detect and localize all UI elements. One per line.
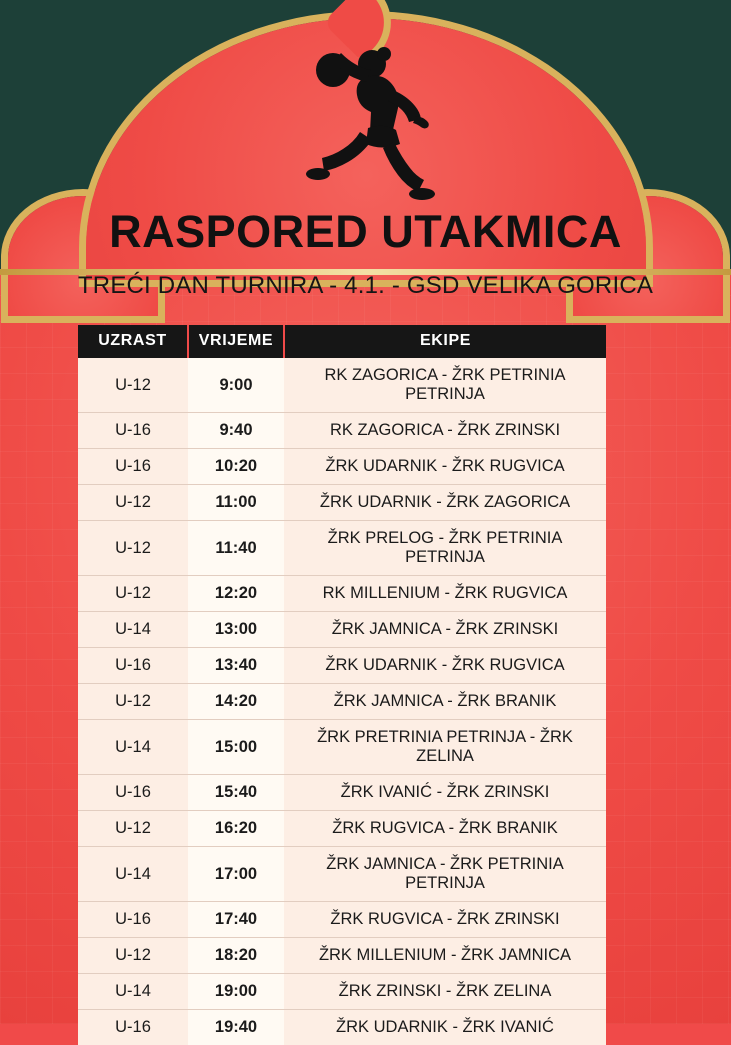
table-row: [78, 938, 606, 974]
cell-time: 15:40: [188, 775, 284, 811]
column-header-teams: EKIPE: [284, 325, 606, 358]
handball-player-icon: [276, 42, 456, 207]
schedule-table-wrapper: [78, 325, 606, 1045]
page-title: RASPORED UTAKMICA: [0, 206, 731, 258]
table-row: [78, 1010, 606, 1045]
cell-age: U-12: [78, 521, 188, 576]
cell-age: U-12: [78, 684, 188, 720]
table-row: [78, 485, 606, 521]
cell-teams: ŽRK ZRINSKI - ŽRK ZELINA: [284, 974, 606, 1010]
table-row: [78, 775, 606, 811]
cell-age: U-16: [78, 413, 188, 449]
cell-age: U-14: [78, 847, 188, 902]
table-row: [78, 521, 606, 576]
column-header-time: VRIJEME: [188, 325, 284, 358]
cell-teams: ŽRK JAMNICA - ŽRK ZRINSKI: [284, 612, 606, 648]
table-row: [78, 902, 606, 938]
table-row: [78, 449, 606, 485]
cell-age: U-16: [78, 775, 188, 811]
table-row: [78, 358, 606, 413]
cell-time: 13:40: [188, 648, 284, 684]
cell-age: U-12: [78, 576, 188, 612]
cell-time: 12:20: [188, 576, 284, 612]
cell-teams: ŽRK UDARNIK - ŽRK RUGVICA: [284, 648, 606, 684]
cell-teams: RK ZAGORICA - ŽRK PETRINIA PETRINJA: [284, 358, 606, 413]
cell-teams: ŽRK UDARNIK - ŽRK ZAGORICA: [284, 485, 606, 521]
table-row: [78, 720, 606, 775]
cell-time: 17:00: [188, 847, 284, 902]
table-row: [78, 576, 606, 612]
cell-age: U-12: [78, 485, 188, 521]
cell-age: U-16: [78, 902, 188, 938]
cell-teams: ŽRK RUGVICA - ŽRK ZRINSKI: [284, 902, 606, 938]
cell-time: 19:00: [188, 974, 284, 1010]
schedule-table: [78, 325, 606, 1045]
cell-age: U-14: [78, 720, 188, 775]
cell-time: 14:20: [188, 684, 284, 720]
cell-age: U-14: [78, 974, 188, 1010]
cell-age: U-14: [78, 612, 188, 648]
cell-teams: ŽRK PRELOG - ŽRK PETRINIA PETRINJA: [284, 521, 606, 576]
column-header-age: UZRAST: [78, 325, 188, 358]
cell-time: 11:40: [188, 521, 284, 576]
cell-age: U-16: [78, 648, 188, 684]
cell-time: 11:00: [188, 485, 284, 521]
cell-teams: ŽRK PRETRINIA PETRINJA - ŽRK ZELINA: [284, 720, 606, 775]
cell-time: 9:40: [188, 413, 284, 449]
cell-time: 15:00: [188, 720, 284, 775]
table-header: [78, 325, 606, 358]
cell-time: 16:20: [188, 811, 284, 847]
cell-age: U-16: [78, 449, 188, 485]
cell-teams: ŽRK MILLENIUM - ŽRK JAMNICA: [284, 938, 606, 974]
table-row: [78, 612, 606, 648]
cell-time: 17:40: [188, 902, 284, 938]
page-subtitle: TREĆI DAN TURNIRA - 4.1. - GSD VELIKA GORICA: [0, 272, 731, 300]
cell-age: U-12: [78, 811, 188, 847]
cell-teams: ŽRK JAMNICA - ŽRK BRANIK: [284, 684, 606, 720]
cell-teams: ŽRK IVANIĆ - ŽRK ZRINSKI: [284, 775, 606, 811]
cell-age: U-12: [78, 938, 188, 974]
table-header-row: [78, 325, 606, 358]
cell-teams: ŽRK JAMNICA - ŽRK PETRINIA PETRINJA: [284, 847, 606, 902]
table-row: [78, 648, 606, 684]
cell-age: U-12: [78, 358, 188, 413]
cell-teams: RK ZAGORICA - ŽRK ZRINSKI: [284, 413, 606, 449]
cell-time: 18:20: [188, 938, 284, 974]
table-row: [78, 413, 606, 449]
table-row: [78, 974, 606, 1010]
cell-time: 13:00: [188, 612, 284, 648]
cell-time: 9:00: [188, 358, 284, 413]
cell-time: 19:40: [188, 1010, 284, 1045]
cell-time: 10:20: [188, 449, 284, 485]
table-row: [78, 847, 606, 902]
table-row: [78, 684, 606, 720]
cell-teams: ŽRK UDARNIK - ŽRK RUGVICA: [284, 449, 606, 485]
cell-age: U-16: [78, 1010, 188, 1045]
cell-teams: RK MILLENIUM - ŽRK RUGVICA: [284, 576, 606, 612]
cell-teams: ŽRK UDARNIK - ŽRK IVANIĆ: [284, 1010, 606, 1045]
table-body: [78, 358, 606, 1045]
cell-teams: ŽRK RUGVICA - ŽRK BRANIK: [284, 811, 606, 847]
table-row: [78, 811, 606, 847]
